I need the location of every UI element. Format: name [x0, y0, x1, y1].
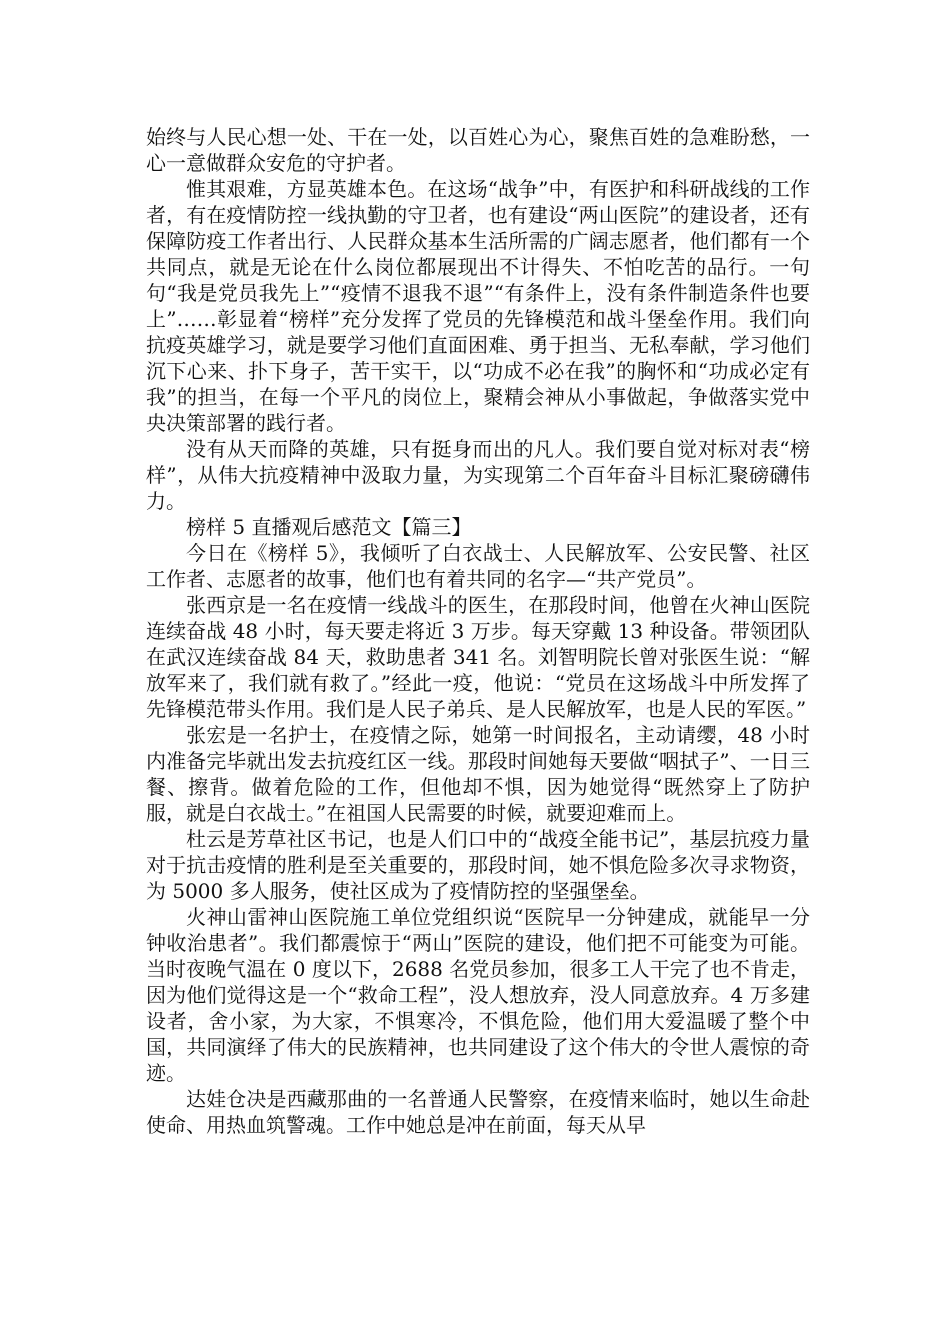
paragraph-zhang-hong: 张宏是一名护士，在疫情之际，她第一时间报名，主动请缨，48 小时内准备完毕就出发去抗疫红区一线。那段时间她每天要做“咽拭子”、一日三餐、擦背。做着危险的工作，但他却不惧，因为她觉得“既然穿上了防护服，就是白衣战士。”在祖国人民需要的时候，就要迎难而上。 [146, 723, 810, 825]
section-heading: 榜样 5 直播观后感范文【篇三】 [186, 515, 472, 539]
paragraph-hospital-construction: 火神山雷神山医院施工单位党组织说“医院早一分钟建成，就能早一分钟收治患者”。我们都震惊于“两山”医院的建设，他们把不可能变为可能。当时夜晚气温在 0 度以下，2688 名党员参加，很多工人干完了也不肯走，因为他们觉得这是一个“救命工程”，没人想放弃，没人同意放弃。4 万多建设者，舍小家，为大家，不惧寒冷，不惧危险，他们用大爱温暖了整个中国，共同演绎了伟大的民族精神，也共同建设了这个伟大的令世人震惊的奇迹。 [146, 905, 810, 1085]
paragraph-dawa-cangjue: 达娃仓决是西藏那曲的一名普通人民警察，在疫情来临时，她以生命赴使命、用热血筑警魂。工作中她总是冲在前面，每天从早 [146, 1087, 810, 1137]
document-body [146, 124, 810, 1138]
paragraph-du-yun: 杜云是芳草社区书记，也是人们口中的“战疫全能书记”，基层抗疫力量对于抗击疫情的胜利是至关重要的，那段时间，她不惧危险多次寻求物资，为 5000 多人服务，使社区成为了疫情防控的坚强堡垒。 [146, 827, 810, 903]
paragraph-heroes: 惟其艰难，方显英雄本色。在这场“战争”中，有医护和科研战线的工作者，有在疫情防控一线执勤的守卫者，也有建设“两山医院”的建设者，还有保障防疫工作者出行、人民群众基本生活所需的广阔志愿者，他们都有一个共同点，就是无论在什么岗位都展现出不计得失、不怕吃苦的品行。一句句“我是党员我先上”“疫情不退我不退”“有条件上，没有条件制造条件也要上”……彰显着“榜样”充分发挥了党员的先锋模范和战斗堡垒作用。我们向抗疫英雄学习，就是要学习他们直面困难、勇于担当、无私奉献，学习他们沉下心来、扑下身子，苦干实干，以“功成不必在我”的胸怀和“功成必定有我”的担当，在每一个平凡的岗位上，聚精会神从小事做起，争做落实党中央决策部署的践行者。 [146, 177, 810, 435]
paragraph-continuation: 始终与人民心想一处、干在一处，以百姓心为心，聚焦百姓的急难盼愁，一心一意做群众安危的守护者。 [146, 125, 810, 175]
paragraph-zhang-xijing: 张西京是一名在疫情一线战斗的医生，在那段时间，他曾在火神山医院连续奋战 48 小时，每天要走将近 3 万步。每天穿戴 13 种设备。带领团队在武汉连续奋战 84 天，救助患者 341 名。刘智明院长曾对张医生说：“解放军来了，我们就有救了。”经此一疫，他说：“党员在这场战斗中所发挥了先锋模范带头作用。我们是人民子弟兵、是人民解放军，也是人民的军医。” [146, 593, 810, 721]
paragraph-ordinary-people: 没有从天而降的英雄，只有挺身而出的凡人。我们要自觉对标对表“榜样”，从伟大抗疫精神中汲取力量，为实现第二个百年奋斗目标汇聚磅礴伟力。 [146, 437, 810, 513]
paragraph-intro: 今日在《榜样 5》，我倾听了白衣战士、人民解放军、公安民警、社区工作者、志愿者的故事，他们也有着共同的名字—“共产党员”。 [146, 541, 810, 591]
